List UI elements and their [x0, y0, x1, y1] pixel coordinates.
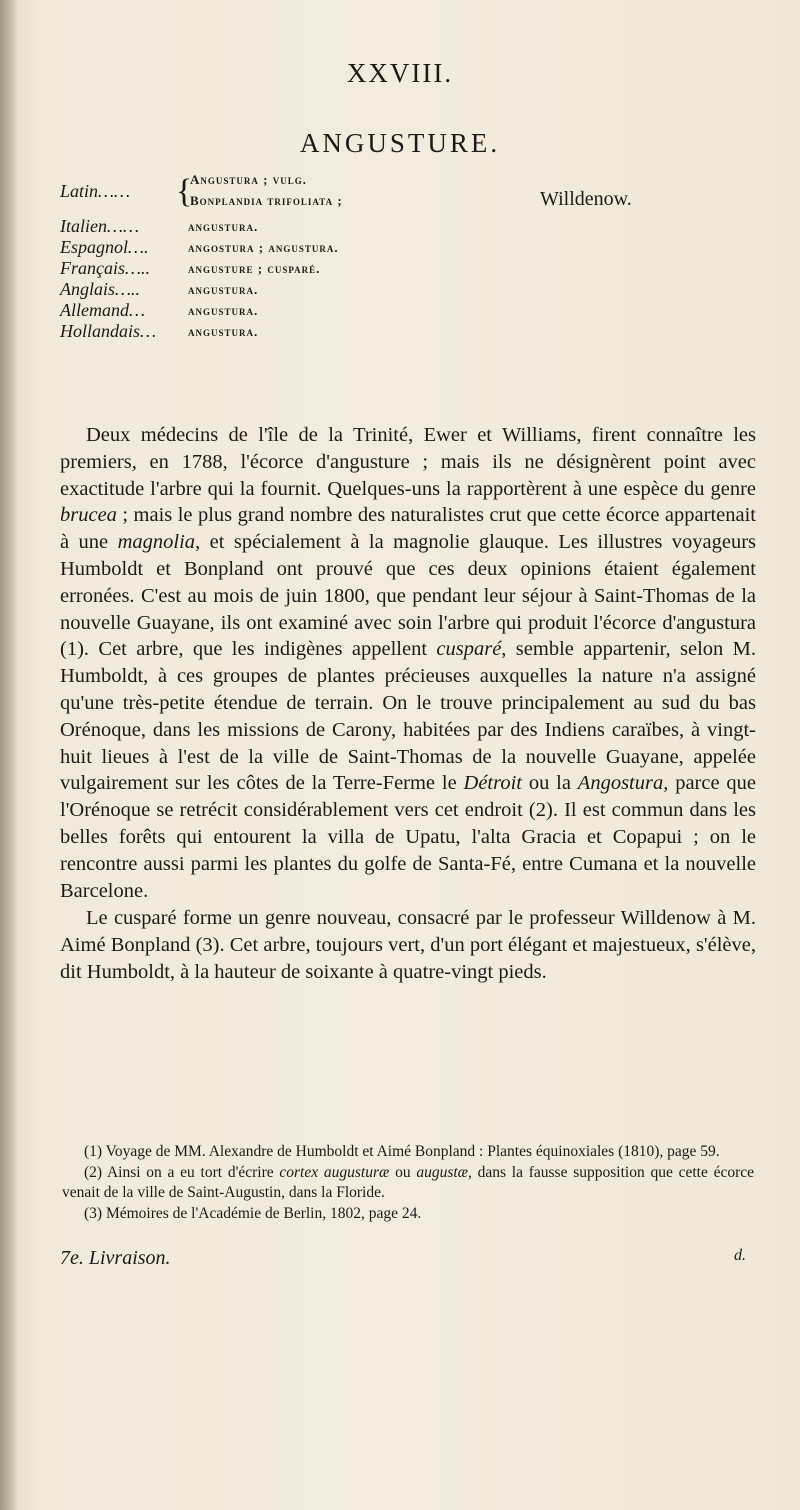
text-run: ou — [389, 1163, 417, 1181]
text-run: Deux médecins de l'île de la Trinité, Ewer et Williams, firent connaître les premiers, en 1788, l'écorce d'angusture ; mais ils ne désignèrent point avec exactitude l'arbre qui la fournit. Quelques-uns la rapportèrent à une espèce du genre — [60, 424, 756, 500]
binding-edge — [0, 0, 18, 1510]
text-run: , dans la fausse supposition que cette écorce venait de la ville de Saint-Augustin, dans la Floride. — [62, 1163, 754, 1201]
synonym-row-latin — [60, 170, 780, 216]
botanical-author: Willdenow. — [540, 188, 632, 210]
brace-glyph: { — [176, 173, 193, 210]
synonym-row — [60, 321, 780, 342]
synonym-row — [60, 237, 780, 258]
plant-name: angusture ; cusparé. — [188, 261, 321, 276]
body-text — [60, 422, 756, 986]
footnote-1: (1) Voyage de MM. Alexandre de Humboldt et Aimé Bonpland : Plantes équinoxiales (1810), page 59. — [84, 1143, 720, 1160]
language-label: Italien…… — [60, 216, 139, 236]
chapter-title: ANGUSTURE. — [299, 128, 501, 158]
footnotes — [62, 1142, 754, 1224]
language-label: Français….. — [60, 258, 150, 278]
text-run: ; mais le plus grand nombre des naturalistes crut que cette écorce appartenait à une — [60, 504, 756, 554]
footnote-2 — [62, 1163, 754, 1204]
language-label: Hollandais… — [60, 321, 157, 341]
synonym-row — [60, 300, 780, 321]
synonym-row — [60, 216, 780, 237]
text-run: , semble appartenir, selon M. Humboldt, à ces groupes de plantes précieuses auxquelles la nature n'a assigné qu'une très-petite étendue de terrain. On le trouve principalement au sud du bas Orénoque, dans les missions de Carony, habitées par des Indiens caraïbes, à vingt-huit lieues à l'est de la ville de Saint-Thomas de la nouvelle Guayane, appelée vulgairement sur les côtes de la Terre-Ferme le — [60, 638, 756, 795]
paragraph — [60, 422, 756, 904]
plant-name: angustura. — [188, 219, 259, 234]
footnote-3: (3) Mémoires de l'Académie de Berlin, 1802, page 24. — [84, 1204, 422, 1222]
synonym-row — [60, 258, 780, 279]
italic-term: cusparé — [436, 638, 502, 661]
language-label: Anglais….. — [60, 279, 141, 299]
plant-name: angustura. — [188, 324, 259, 339]
latin-name-2: Bonplandia trifoliata ; — [190, 193, 343, 208]
italic-term: magnolia — [117, 531, 196, 554]
text-run: ou la — [521, 772, 578, 795]
synonym-row — [60, 279, 780, 300]
latin-name-1: Angustura ; vulg. — [190, 172, 307, 187]
italic-term: cortex augusturæ — [279, 1163, 390, 1181]
italic-term: brucea — [60, 504, 117, 527]
text-run: , et spécialement à la magnolie glauque. Les illustres voyageurs Humboldt et Bonpland ont prouvé que ces deux opinions étaient également erronées. C'est au mois de juin 1800, que pendant leur séjour à Saint-Thomas de la nouvelle Guayane, ils ont examiné avec soin l'arbre qui produit l'écorce d'angustura (1). Cet arbre, que les indigènes appellent — [60, 531, 756, 661]
plant-name: angostura ; angustura. — [188, 240, 339, 255]
plant-name: angustura. — [188, 303, 259, 318]
page-footer — [60, 1247, 754, 1273]
italic-term: Détroit — [463, 772, 522, 795]
language-label: Espagnol…. — [60, 237, 149, 257]
language-label: Allemand… — [60, 300, 145, 320]
text-run: (2) Ainsi on a eu tort d'écrire — [84, 1163, 280, 1181]
plant-name: angustura. — [188, 282, 259, 297]
italic-term: Angostura, — [577, 772, 669, 795]
language-label: Latin…… — [60, 181, 131, 201]
italic-term: augustæ — [416, 1163, 469, 1181]
chapter-number: XXVIII. — [346, 58, 454, 88]
paragraph: Le cusparé forme un genre nouveau, consacré par le professeur Willdenow à M. Aimé Bonpland (3). Cet arbre, toujours vert, d'un port élégant et majestueux, s'élève, dit Humboldt, à la hauteur de soixante à quatre-vingt pieds. — [60, 907, 756, 983]
synonym-table — [60, 170, 780, 342]
quire-mark: d. — [734, 1247, 746, 1264]
text-run: parce que l'Orénoque se retrécit considérablement vers cet endroit (2). Il est commun dans les belles forêts qui entourent la villa de Upatu, l'alta Gracia et Copapui ; on le rencontre aussi parmi les plantes du golfe de Santa-Fé, entre Cumana et la nouvelle Barcelone. — [60, 772, 757, 902]
livraison-signature: 7e. Livraison. — [60, 1247, 171, 1269]
